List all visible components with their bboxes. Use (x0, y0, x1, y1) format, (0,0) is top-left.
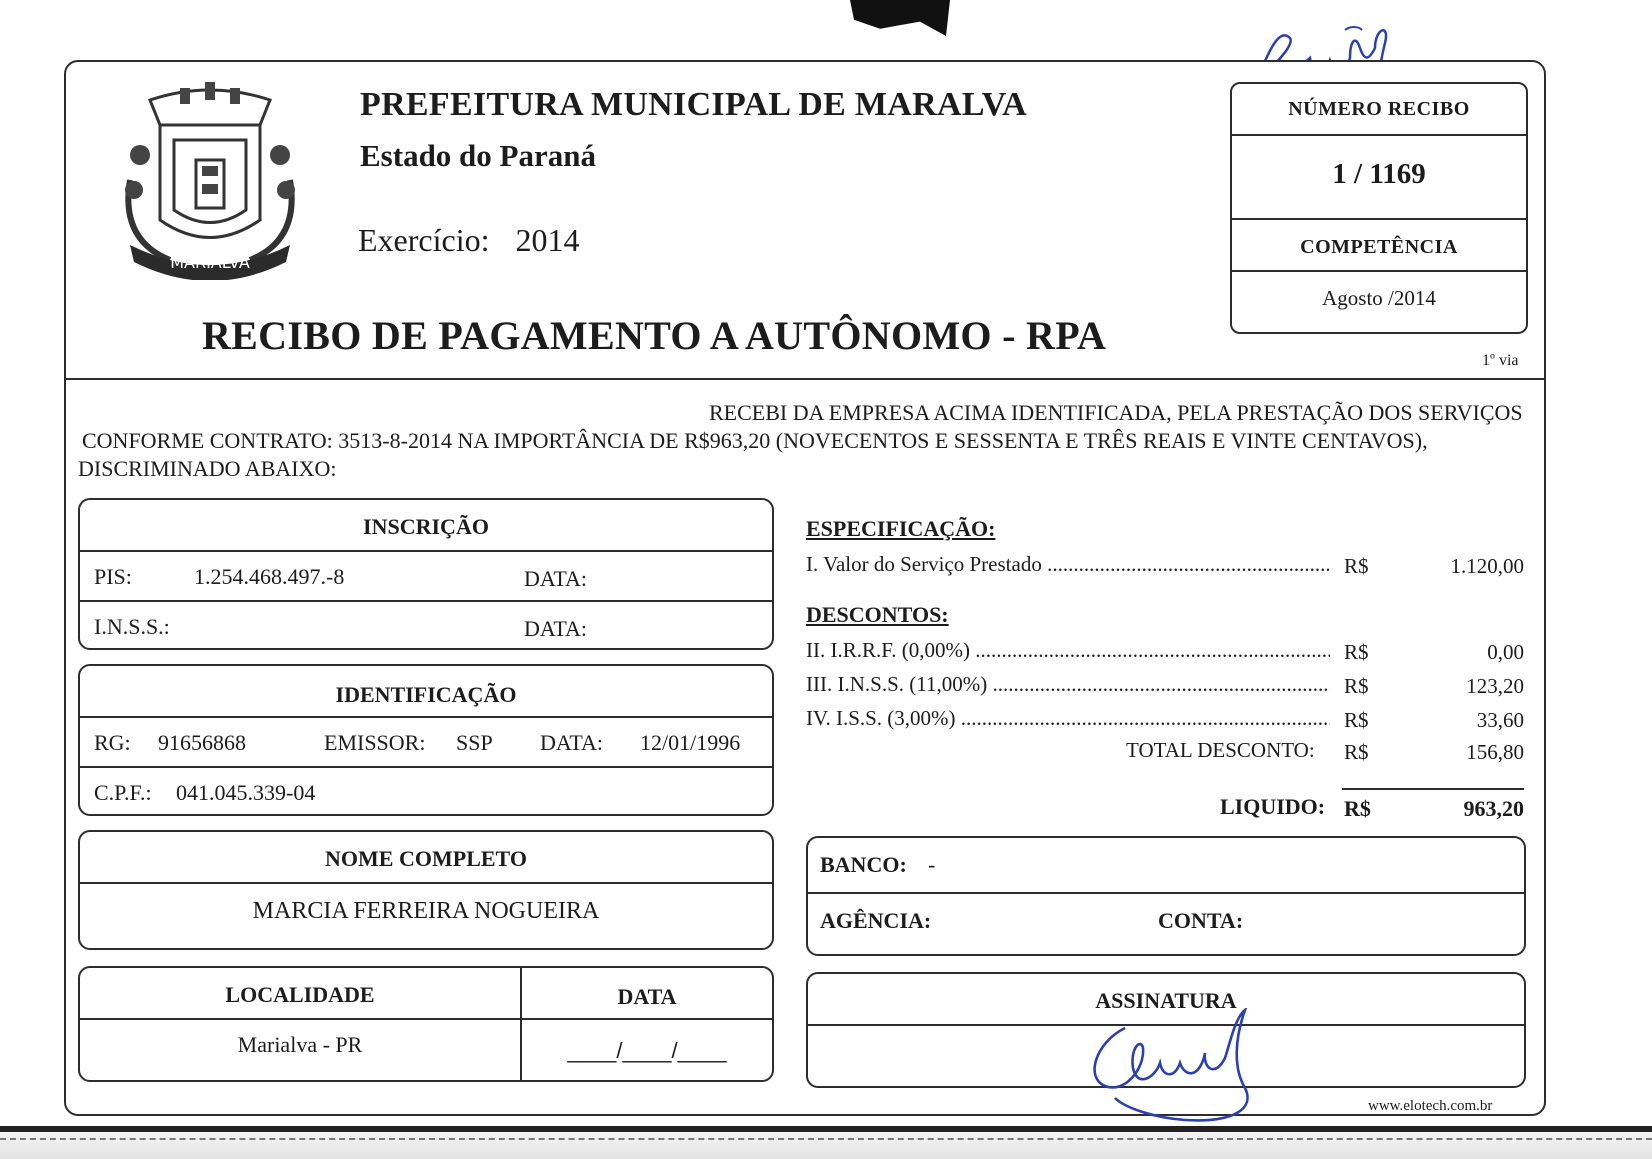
data-blank-field: ____/____/____ (567, 1038, 727, 1063)
liquido-rule (1342, 788, 1524, 790)
state-subtitle: Estado do Paraná (360, 138, 596, 173)
inss-desconto-label: III. I.N.S.S. (11,00%) ..... (806, 672, 1330, 697)
pis-value: 1.254.468.497.-8 (194, 564, 345, 589)
document-title: RECIBO DE PAGAMENTO A AUTÔNOMO - RPA (202, 313, 1107, 358)
localidade-value: Marialva - PR (237, 1032, 363, 1057)
valor-servico-currency: R$ (1344, 554, 1369, 578)
total-desconto-value: 156,80 (1466, 740, 1524, 764)
conta-label: CONTA: (1158, 908, 1244, 933)
localidade-box (78, 966, 774, 1082)
agencia-label: AGÊNCIA: (820, 908, 932, 933)
exercicio (358, 222, 579, 259)
identificacao-header: IDENTIFICAÇÃO (335, 682, 517, 707)
emissor-value: SSP (456, 730, 493, 755)
receipt-number-box (1230, 82, 1528, 334)
liquido-currency: R$ (1344, 796, 1371, 821)
pis-label: PIS: (94, 564, 132, 589)
footer-url: www.elotech.com.br (1368, 1098, 1493, 1114)
inss-desconto-value: 123,20 (1466, 674, 1524, 698)
inss-desconto-currency: R$ (1344, 674, 1369, 698)
irrf-value: 0,00 (1487, 640, 1524, 664)
data-header: DATA (617, 984, 677, 1009)
perforation-line (0, 1138, 1652, 1140)
iss-currency: R$ (1344, 708, 1369, 732)
inscricao-box (78, 498, 774, 650)
rg-data-label: DATA: (540, 730, 604, 755)
intro-line-3: DISCRIMINADO ABAIXO: (78, 456, 337, 481)
nome-completo-value: MARCIA FERREIRA NOGUEIRA (252, 898, 600, 924)
liquido-value: 963,20 (1463, 796, 1524, 821)
valor-servico-label: I. Valor do Serviço Prestado ..... (806, 552, 1330, 577)
iss-value: 33,60 (1476, 708, 1524, 732)
competencia-label: COMPETÊNCIA (1300, 236, 1458, 258)
banco-label: BANCO: (820, 852, 907, 877)
rg-value: 91656868 (158, 730, 246, 755)
nome-completo-box (78, 830, 774, 950)
exercicio-year: 2014 (515, 222, 580, 258)
iss-label: IV. I.S.S. (3,00%) ..... (806, 706, 1330, 731)
liquido-label: LIQUIDO: (1220, 794, 1326, 819)
torn-edge-top (850, 0, 950, 36)
seal-banner-text: MARIALVA (170, 253, 250, 272)
irrf-label: II. I.R.R.F. (0,00%) ..... (806, 638, 1330, 663)
intro-line-1: RECEBI DA EMPRESA ACIMA IDENTIFICADA, PELA PRESTAÇÃO DOS SERVIÇOS (709, 400, 1523, 425)
irrf-currency: R$ (1344, 640, 1369, 664)
identificacao-box (78, 664, 774, 816)
torn-edge-bottom (0, 1126, 1652, 1159)
assinatura-header: ASSINATURA (1095, 988, 1237, 1013)
prefeitura-title: PREFEITURA MUNICIPAL DE MARALVA (360, 86, 1028, 123)
inss-label: I.N.S.S.: (94, 614, 170, 639)
nome-completo-header: NOME COMPLETO (325, 846, 527, 871)
inss-data-label: DATA: (524, 616, 588, 641)
header-separator (64, 378, 1544, 380)
municipal-coat-of-arms (110, 70, 310, 280)
intro-line-2: CONFORME CONTRATO: 3513-8-2014 NA IMPORTÂNCIA DE R$963,20 (NOVECENTOS E SESSENTA E TRÊS REAIS E VINTE CENTAVOS), (82, 428, 1428, 453)
handwritten-signature (1085, 1008, 1285, 1126)
emissor-label: EMISSOR: (324, 730, 426, 755)
numero-recibo-value: 1 / 1169 (1332, 158, 1426, 190)
total-desconto-currency: R$ (1344, 740, 1369, 764)
numero-recibo-label: NÚMERO RECIBO (1288, 98, 1470, 120)
pis-data-label: DATA: (524, 566, 588, 591)
valor-servico-value: 1.120,00 (1450, 554, 1524, 578)
localidade-header: LOCALIDADE (225, 982, 375, 1007)
especificacao-header: ESPECIFICAÇÃO: (806, 516, 996, 541)
cpf-value: 041.045.339-04 (176, 780, 316, 805)
inscricao-header: INSCRIÇÃO (363, 514, 489, 539)
total-desconto-label: TOTAL DESCONTO: (1126, 738, 1315, 762)
rg-label: RG: (94, 730, 131, 755)
banco-value: - (928, 852, 936, 877)
competencia-value: Agosto /2014 (1322, 286, 1436, 310)
descontos-header: DESCONTOS: (806, 602, 949, 627)
banco-box (806, 836, 1526, 956)
cpf-label: C.P.F.: (94, 780, 152, 805)
via-label: 1º via (1482, 352, 1519, 369)
exercicio-label: Exercício: (358, 222, 490, 258)
rg-data-value: 12/01/1996 (640, 730, 741, 755)
